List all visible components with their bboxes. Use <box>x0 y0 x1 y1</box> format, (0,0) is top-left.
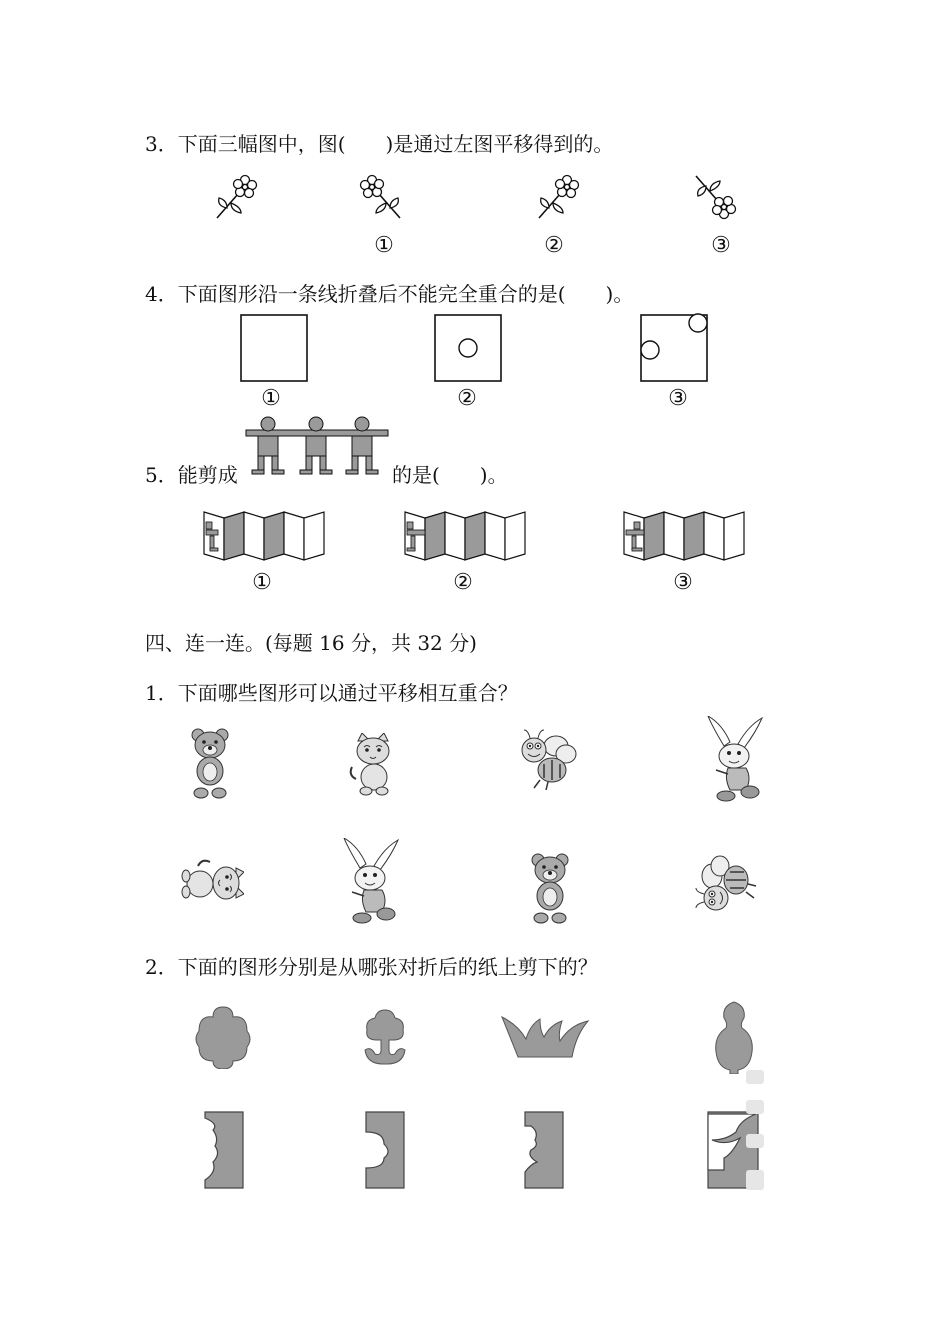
square-center-circle-figure <box>434 314 504 384</box>
flower-icon-option-3 <box>692 170 744 224</box>
rabbit-icon-row1 <box>704 716 766 806</box>
folded-paper-half-3 <box>523 1110 565 1190</box>
section-4-title: 四、连一连。(每题 16 分，共 32 分) <box>145 631 477 655</box>
flower-icon-original <box>213 170 265 224</box>
bee-icon-row1 <box>518 728 580 794</box>
cut-shape-grass <box>500 1015 590 1061</box>
bee-icon-rotated-row2 <box>694 852 760 914</box>
folded-paper-option-2 <box>403 508 527 564</box>
q3-label-2: ② <box>544 233 564 258</box>
q3-label-3: ③ <box>711 233 731 258</box>
square-plain-figure <box>240 314 310 384</box>
folded-paper-option-3 <box>622 508 746 564</box>
bear-icon-row2 <box>526 850 576 925</box>
paper-people-chain-figure <box>244 416 392 478</box>
cut-shape-quatrefoil <box>194 1005 252 1069</box>
cat-icon-row1 <box>348 733 398 797</box>
q3-label-1: ① <box>374 233 394 258</box>
question-5-suffix: 的是( )。 <box>392 463 508 487</box>
folded-paper-half-2 <box>364 1110 406 1190</box>
square-two-circles-figure <box>640 312 712 384</box>
q5-label-1: ① <box>252 570 272 595</box>
folded-paper-half-1 <box>203 1110 245 1190</box>
scan-edge-marks <box>740 1070 770 1200</box>
q4-label-1: ① <box>261 386 281 411</box>
q5-label-3: ③ <box>673 570 693 595</box>
q5-label-2: ② <box>453 570 473 595</box>
question-3-text: 3．下面三幅图中，图( )是通过左图平移得到的。 <box>145 132 614 156</box>
section-4-question-2: 2．下面的图形分别是从哪张对折后的纸上剪下的？ <box>145 955 598 979</box>
q4-label-2: ② <box>457 386 477 411</box>
question-4-text: 4．下面图形沿一条线折叠后不能完全重合的是( )。 <box>145 282 634 306</box>
flower-icon-option-2 <box>535 170 587 224</box>
q4-label-3: ③ <box>668 386 688 411</box>
section-4-question-1: 1．下面哪些图形可以通过平移相互重合？ <box>145 681 518 705</box>
question-5-prefix: 5．能剪成 <box>145 463 238 487</box>
bear-icon-row1 <box>186 725 236 800</box>
rabbit-icon-row2 <box>340 838 402 928</box>
folded-paper-option-1 <box>202 508 326 564</box>
cat-icon-rotated-row2 <box>180 858 244 910</box>
cut-shape-gourd <box>712 1000 756 1074</box>
flower-icon-option-1 <box>352 170 404 224</box>
cut-shape-tree <box>363 1008 407 1066</box>
